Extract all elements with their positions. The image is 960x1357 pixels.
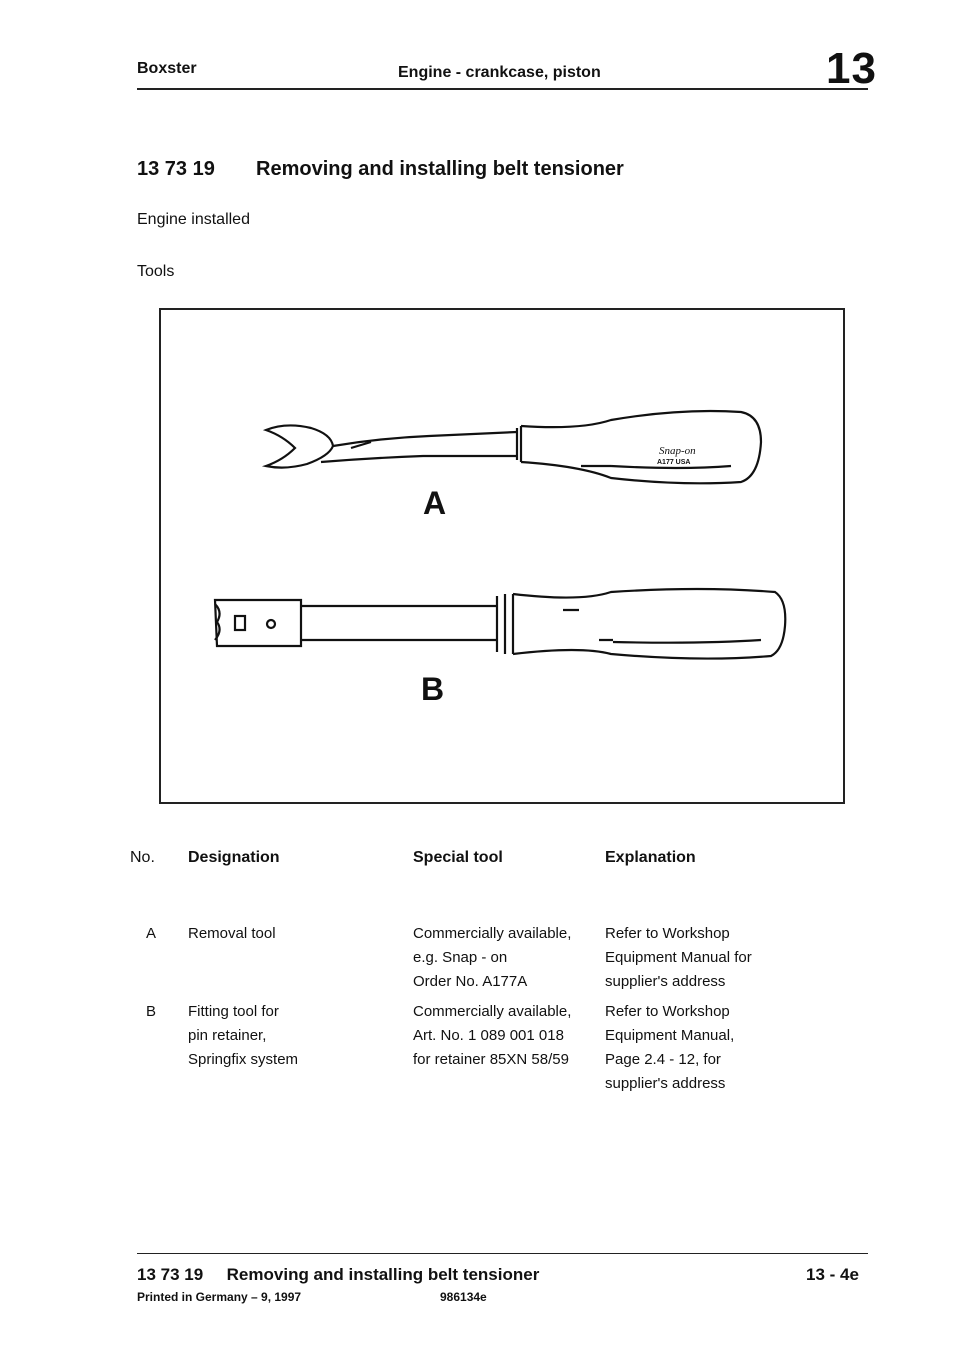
row-b-explanation-line-4: supplier's address [605, 1075, 726, 1092]
row-b-designation-line-1: Fitting tool for [188, 1003, 279, 1020]
col-header-designation: Designation [188, 849, 280, 866]
row-a-special-line-2: e.g. Snap - on [413, 949, 508, 966]
row-a-special-line-3: Order No. A177A [413, 973, 528, 990]
fitting-tool-drawing [215, 589, 785, 659]
row-a-explanation-line-3: supplier's address [605, 973, 726, 990]
col-header-no: No. [130, 849, 155, 866]
row-a-no: A [146, 925, 157, 942]
row-b-special-line-2: Art. No. 1 089 001 018 [413, 1027, 564, 1044]
row-a-explanation-line-1: Refer to Workshop [605, 925, 730, 942]
row-a-designation: Removal tool [188, 925, 276, 942]
row-a-explanation-line-2: Equipment Manual for [605, 949, 752, 966]
footer-section-number: 13 73 19 [137, 1265, 204, 1284]
brand-part-text: A177 USA [657, 459, 691, 466]
col-header-special-tool: Special tool [413, 849, 503, 866]
header-section: Engine - crankcase, piston [398, 64, 601, 81]
col-header-explanation: Explanation [605, 849, 696, 866]
row-b-special-line-1: Commercially available, [413, 1003, 572, 1020]
header-divider [137, 88, 868, 90]
section-title: Removing and installing belt tensioner [256, 158, 624, 180]
row-b-designation-line-2: pin retainer, [188, 1027, 267, 1044]
header-group-number: 13 [826, 44, 877, 93]
row-a-special-line-1: Commercially available, [413, 925, 572, 942]
section-number: 13 73 19 [137, 158, 215, 180]
row-b-explanation-line-2: Equipment Manual, [605, 1027, 735, 1044]
tools-illustration [161, 310, 847, 806]
row-b-explanation-line-3: Page 2.4 - 12, for [605, 1051, 721, 1068]
row-b-special-line-3: for retainer 85XN 58/59 [413, 1051, 569, 1068]
row-b-designation-line-3: Springfix system [188, 1051, 299, 1068]
tools-figure [159, 308, 845, 804]
footer-code: 986134e [440, 1290, 487, 1304]
brand-mark-text: Snap-on [659, 445, 696, 457]
footer-section-title: Removing and installing belt tensioner [226, 1265, 540, 1284]
row-b-no: B [146, 1003, 157, 1020]
header-model: Boxster [137, 60, 197, 77]
tools-heading: Tools [137, 263, 175, 280]
label-a: A [423, 485, 447, 521]
footer-page-number: 13 - 4e [806, 1265, 859, 1284]
condition-text: Engine installed [137, 211, 250, 228]
footer-printed: Printed in Germany – 9, 1997 [137, 1290, 302, 1304]
footer-divider [137, 1253, 868, 1254]
footer-section [137, 1265, 539, 1285]
row-b-explanation-line-1: Refer to Workshop [605, 1003, 730, 1020]
label-b: B [421, 671, 445, 707]
